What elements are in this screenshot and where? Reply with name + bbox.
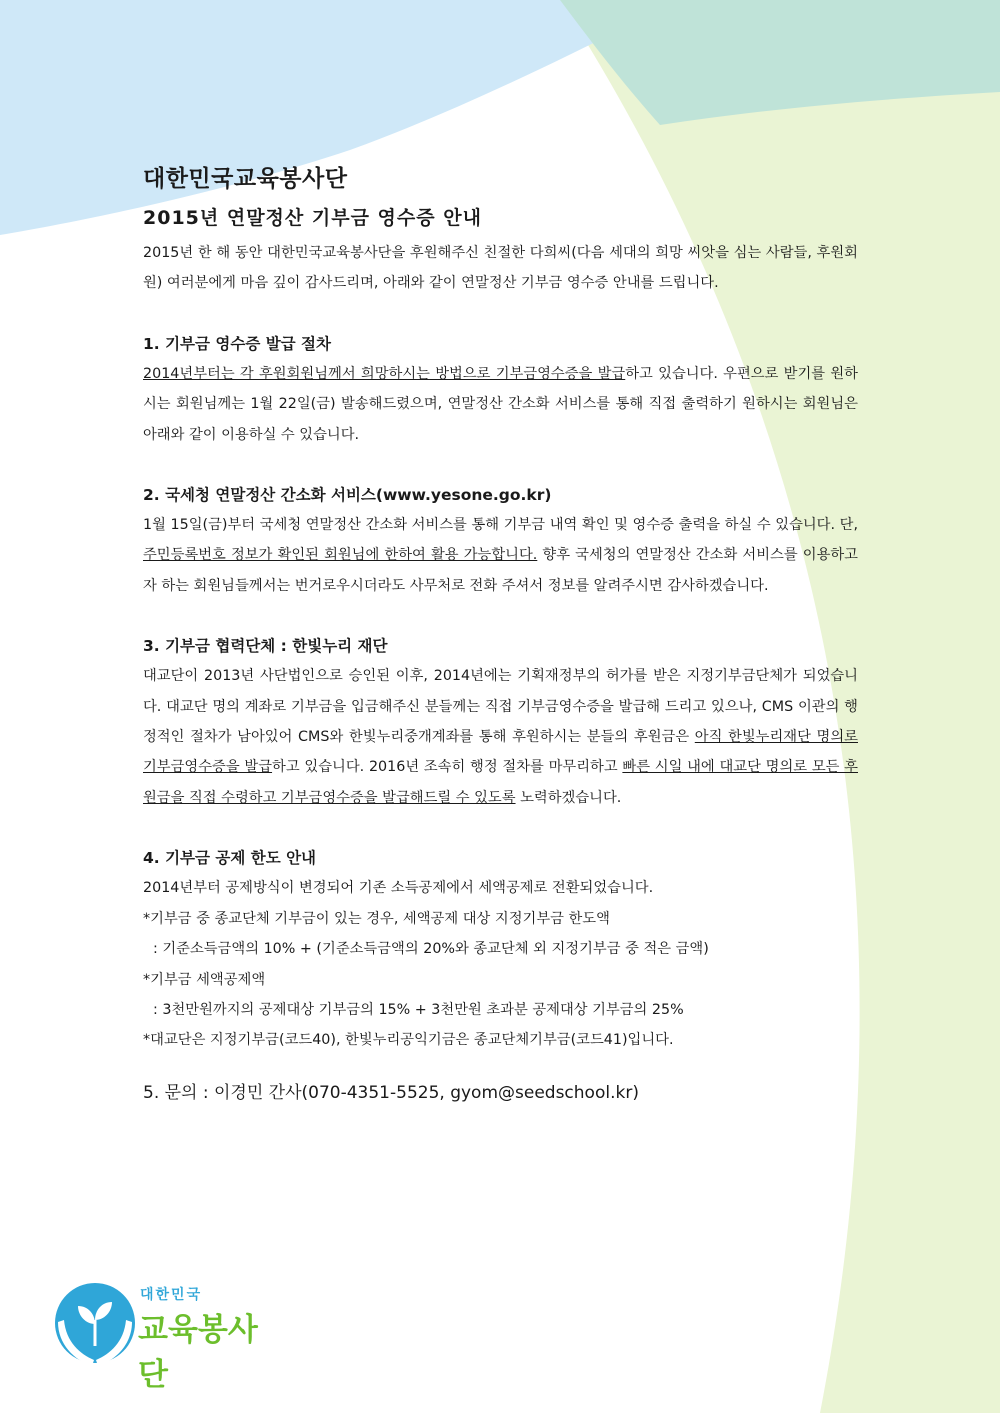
deduction-line: : 기준소득금액의 10% + (기준소득금액의 20%와 종교단체 외 지정기부금 중 적은 금액) — [153, 941, 709, 958]
underlined-text: 빠른 시일 내에 대교단 명의로 모든 후원금을 직접 수령하고 기부금영수증을 발급해드릴 수 있도록 — [143, 759, 858, 806]
deduction-line: : 3천만원까지의 공제대상 기부금의 15% + 3천만원 초과분 공제대상 기부금의 25% — [153, 1001, 684, 1018]
section-3 — [143, 631, 858, 813]
deduction-line: *기부금 중 종교단체 기부금이 있는 경우, 세액공제 대상 지정기부금 한도액 — [143, 910, 610, 927]
section-paragraph — [143, 359, 858, 450]
section-4 — [143, 843, 858, 1055]
body-text: 하고 있습니다. 2016년 조속히 행정 절차를 마무리하고 — [272, 759, 623, 776]
logo-small-text: 대한민국 — [140, 1287, 203, 1303]
body-text: 하고 있습니다. 우편으로 받기를 원하시는 회원님께는 1월 22일(금) 발송해드렸으며, 연말정산 간소화 서비스를 통해 직접 출력하기 원하시는 회원님은 아래와 같이 이용하실 수 있습니다. — [143, 365, 858, 443]
section-heading: 4. 기부금 공제 한도 안내 — [143, 849, 317, 868]
body-text: 향후 국세청의 연말정산 간소화 서비스를 이용하고자 하는 회원님들께서는 번거로우시더라도 사무처로 전화 주셔서 정보를 알려주시면 감사하겠습니다. — [143, 547, 858, 594]
deduction-line: 2014년부터 공제방식이 변경되어 기존 소득공제에서 세액공제로 전환되었습니다. — [143, 880, 654, 897]
underlined-text: 주민등록번호 정보가 확인된 회원님에 한하여 활용 가능합니다. — [143, 547, 538, 564]
document-body — [143, 160, 858, 1125]
deduction-line: *기부금 세액공제액 — [143, 971, 266, 988]
section-2 — [143, 480, 858, 601]
intro-paragraph: 2015년 한 해 동안 대한민국교육봉사단을 후원해주신 친절한 다희씨(다음 세대의 희망 씨앗을 심는 사람들, 후원회원) 여러분에게 마음 깊이 감사드리며, 아래와 같이 연말정산 기부금 영수증 안내를 드립니다. — [143, 245, 858, 292]
doc-title: 2015년 연말정산 기부금 영수증 안내 — [143, 207, 482, 229]
org-title: 대한민국교육봉사단 — [143, 166, 348, 192]
contact-line: 5. 문의 : 이경민 간사(070-4351-5525, gyom@seedschool.kr) — [143, 1082, 639, 1103]
section-1 — [143, 329, 858, 450]
hands-sprout-icon — [52, 1280, 138, 1370]
body-text: 대교단이 2013년 사단법인으로 승인된 이후, 2014년에는 기획재정부의 허가를 받은 지정기부금단체가 되었습니다. 대교단 명의 계좌로 기부금을 입금해주신 분들께는 직접 기부금영수증을 발급해 드리고 있으나, CMS 이관의 행정적인 절차가 남아있어 CMS와 한빛누리중개계좌를 통해 후원하시는 분들의 후원금은 — [143, 668, 858, 746]
section-heading: 2. 국세청 연말정산 간소화 서비스(www.yesone.go.kr) — [143, 486, 552, 505]
logo-big-text: 교육봉사단 — [138, 1312, 258, 1393]
deduction-line: *대교단은 지정기부금(코드40), 한빛누리공익기금은 종교단체기부금(코드41)입니다. — [143, 1032, 674, 1049]
body-text: 1월 15일(금)부터 국세청 연말정산 간소화 서비스를 통해 기부금 내역 확인 및 영수증 출력을 하실 수 있습니다. 단, — [143, 517, 858, 534]
section-paragraph — [143, 661, 858, 813]
section-heading: 1. 기부금 영수증 발급 절차 — [143, 334, 331, 353]
org-logo — [52, 1280, 282, 1393]
underlined-text: 아직 한빛누리재단 명의로 기부금영수증을 발급 — [143, 729, 858, 776]
underlined-text: 2014년부터는 각 후원회원님께서 희망하시는 방법으로 기부금영수증을 발급 — [143, 365, 626, 382]
section-heading: 3. 기부금 협력단체 : 한빛누리 재단 — [143, 637, 388, 656]
section-paragraph — [143, 510, 858, 601]
body-text: 노력하겠습니다. — [515, 789, 622, 806]
